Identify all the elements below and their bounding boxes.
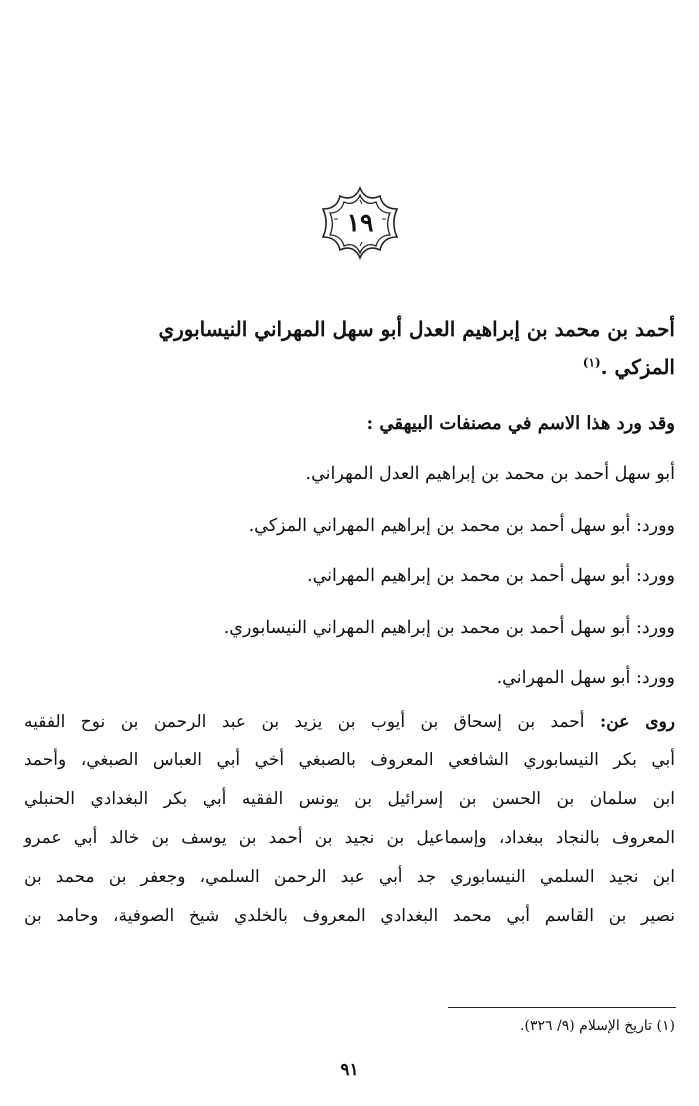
name-variant: وورد: أبو سهل المهراني. <box>496 668 675 688</box>
name-variant: وورد: أبو سهل أحمد بن محمد بن إبراهيم المهراني. <box>307 566 675 586</box>
name-variant: وورد: أبو سهل أحمد بن محمد بن إبراهيم المهراني المزكي. <box>248 516 675 536</box>
name-variant: أبو سهل أحمد بن محمد بن إبراهيم العدل المهراني. <box>305 464 675 484</box>
subheading: وقد ورد هذا الاسم في مصنفات البيهقي : <box>366 413 675 434</box>
paragraph-line: ابن سلمان بن الحسن بن إسرائيل بن يونس الفقيه أبي بكر البغدادي الحنبلي <box>24 789 675 809</box>
entry-heading-line1: أحمد بن محمد بن إبراهيم العدل أبو سهل المهراني النيسابوري <box>158 317 675 341</box>
footnote-divider <box>448 1007 676 1008</box>
entry-heading-line2 <box>24 356 675 379</box>
paragraph-line: أبي بكر النيسابوري الشافعي المعروف بالصبغي أخي أبي العباس الصبغي، وأحمد <box>24 750 676 770</box>
page-number: ٩١ <box>340 1060 359 1080</box>
paragraph-line: المعروف بالنجاد ببغداد، وإسماعيل بن نجيد بن أحمد بن يوسف بن خالد أبي عمرو <box>24 828 675 848</box>
paragraph-line: نصير بن القاسم أبي محمد البغدادي المعروف بالخلدي شيخ الصوفية، وحامد بن <box>24 906 675 926</box>
footnote: (١) تاريخ الإسلام (٩/ ٣٢٦). <box>520 1018 675 1034</box>
entry-number: ١٩ <box>346 208 374 237</box>
narrated-from-text: أحمد بن إسحاق بن أيوب بن يزيد بن عبد الرحمن بن نوح الفقيه <box>24 712 585 732</box>
name-variant: وورد: أبو سهل أحمد بن محمد بن إبراهيم المهراني النيسابوري. <box>223 618 675 638</box>
footnote-marker: (١) <box>582 355 601 370</box>
narrated-from-paragraph <box>24 712 675 972</box>
entry-ornament <box>320 180 400 266</box>
entry-heading-name: المزكي . <box>600 355 675 379</box>
paragraph-line: ابن نجيد السلمي النيسابوري جد أبي عبد الرحمن السلمي، وجعفر بن محمد بن <box>24 867 675 887</box>
paragraph-line <box>24 712 675 732</box>
narrated-from-label: روى عن: <box>599 712 675 732</box>
